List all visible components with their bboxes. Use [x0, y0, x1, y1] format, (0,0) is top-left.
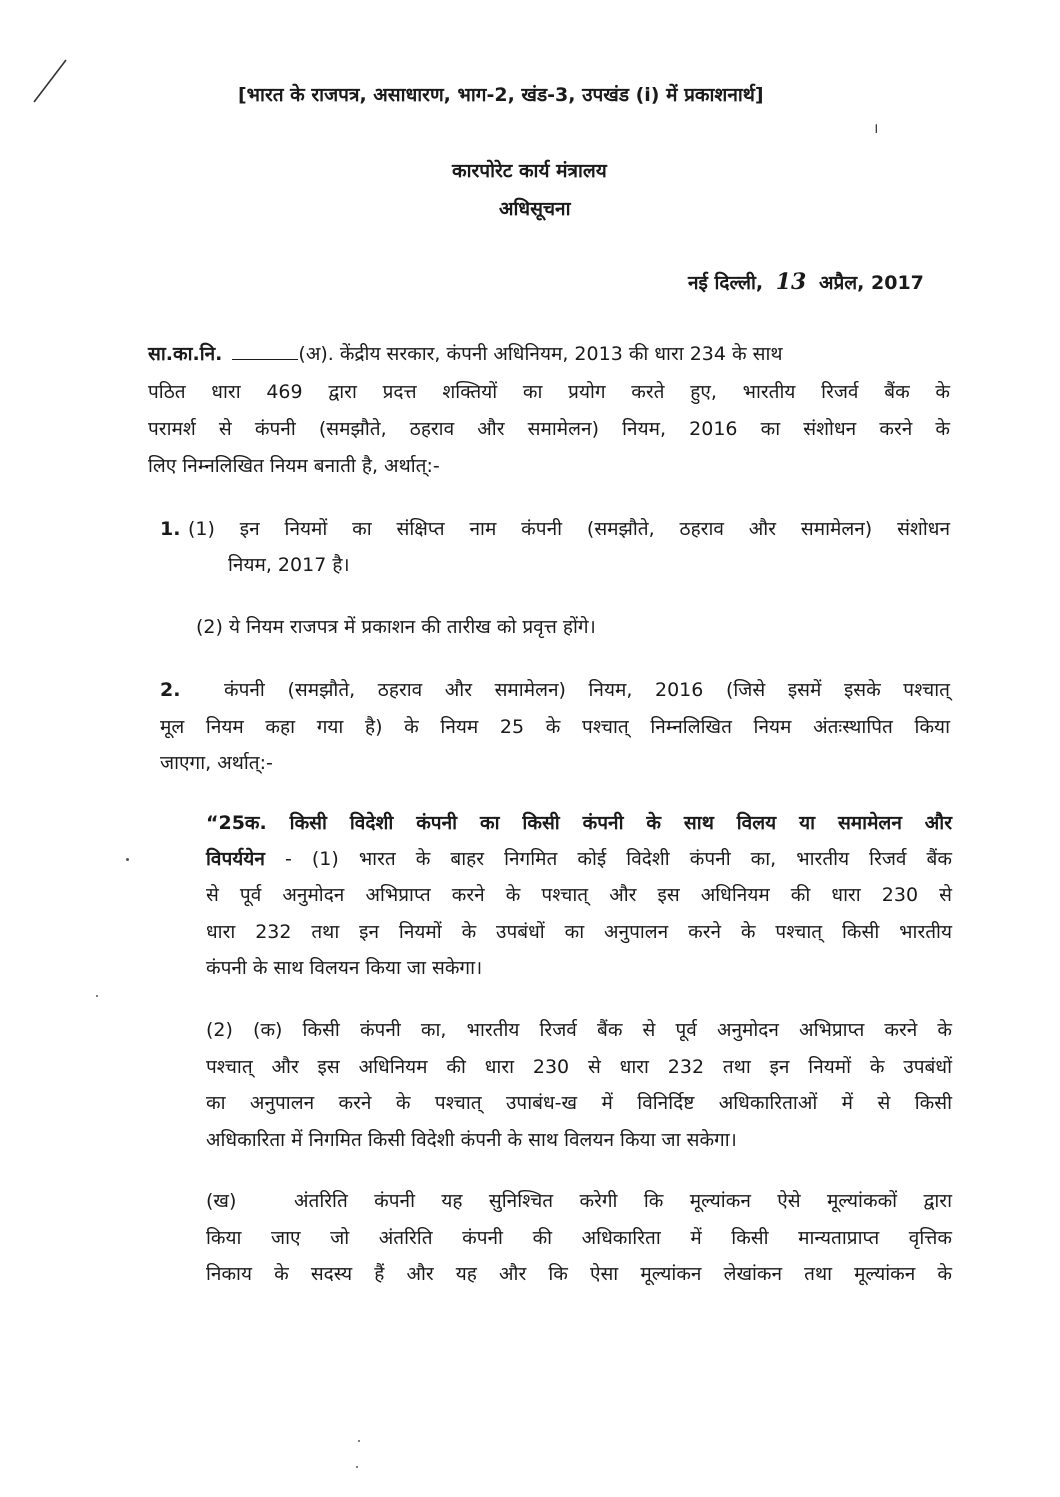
pen-mark-slash: [30, 58, 70, 104]
scan-speck: [96, 995, 98, 997]
rule-2-line3: जाएगा, अर्थात्:-: [160, 752, 273, 774]
scan-speck: [126, 858, 129, 861]
rule-25a-line4: धारा 232 तथा इन नियमों के उपबंधों का अनुपालन करने के पश्चात् किसी भारतीय: [206, 921, 952, 943]
ministry-title: कारपोरेट कार्य मंत्रालय: [452, 160, 607, 182]
rule-25a-sub2-line3: का अनुपालन करने के पश्चात् उपाबंध-ख में विनिर्दिष्ट अधिकारिताओं में से किसी: [206, 1092, 952, 1114]
gsr-number-blank: [232, 359, 298, 360]
date-month-year: अप्रैल, 2017: [818, 272, 924, 294]
rule-25a-sub2-line2: पश्चात् और इस अधिनियम की धारा 230 से धारा 232 तथा इन नियमों के उपबंधों: [206, 1056, 952, 1078]
rule-25a-title-line1: “25क. किसी विदेशी कंपनी का किसी कंपनी के साथ विलय या समामेलन और: [206, 812, 952, 834]
rule-2-line1: कंपनी (समझौते, ठहराव और समामेलन) नियम, 2016 (जिसे इसमें इसके पश्चात्: [224, 679, 950, 701]
date-day-handwritten: 13: [775, 269, 807, 295]
rule-25a-line5: कंपनी के साथ विलयन किया जा सकेगा।: [206, 957, 483, 979]
rule-25a-sub1-start: - (1) भारत के बाहर निगमित कोई विदेशी कंपनी का, भारतीय रिजर्व बैंक: [284, 848, 952, 870]
preamble-line-3: परामर्श से कंपनी (समझौते, ठहराव और समामेलन) नियम, 2016 का संशोधन करने के: [148, 418, 950, 440]
preamble-line-1: [148, 345, 950, 364]
rule-1-number: 1.: [160, 518, 181, 540]
rule-25a-title-line2: [206, 850, 952, 869]
preamble-line-2: पठित धारा 469 द्वारा प्रदत्त शक्तियों का प्रयोग करते हुए, भारतीय रिजर्व बैंक के: [148, 381, 950, 403]
rule-25a-title-reverse: विपर्ययेन: [206, 848, 265, 870]
rule-1-sub1-line2: नियम, 2017 है।: [228, 554, 350, 576]
notification-title: अधिसूचना: [499, 198, 571, 220]
preamble-line-1-text: केंद्रीय सरकार, कंपनी अधिनियम, 2013 की धारा 234 के साथ: [339, 343, 783, 365]
rule-25a-sub2-line1: (2) (क) किसी कंपनी का, भारतीय रिजर्व बैंक से पूर्व अनुमोदन अभिप्राप्त करने के: [206, 1019, 952, 1041]
rule-25a-line3: से पूर्व अनुमोदन अभिप्राप्त करने के पश्चात् और इस अधिनियम की धारा 230 से: [206, 884, 952, 906]
scan-mark: ।: [873, 121, 879, 137]
date-place: नई दिल्ली,: [688, 272, 764, 294]
rule-2-number: 2.: [160, 679, 181, 701]
scan-speck: [356, 1466, 358, 1468]
rule-2-line2: मूल नियम कहा गया है) के नियम 25 के पश्चात् निम्नलिखित नियम अंतःस्थापित किया: [160, 716, 950, 738]
rule-25a-kha-label: (ख): [206, 1190, 237, 1212]
scan-speck: [358, 1440, 360, 1442]
gsr-suffix: (अ).: [298, 343, 334, 365]
rule-25a-kha-line2: किया जाए जो अंतरिति कंपनी की अधिकारिता में किसी मान्यताप्राप्त वृत्तिक: [206, 1227, 952, 1249]
rule-1-sub1-line1: (1) इन नियमों का संक्षिप्त नाम कंपनी (समझौते, ठहराव और समामेलन) संशोधन: [188, 518, 950, 540]
gsr-label: सा.का.नि.: [148, 343, 223, 365]
rule-25a-sub2-line4: अधिकारिता में निगमित किसी विदेशी कंपनी के साथ विलयन किया जा सकेगा।: [206, 1129, 737, 1151]
rule-25a-kha-line1: अंतरिति कंपनी यह सुनिश्चित करेगी कि मूल्यांकन ऐसे मूल्यांककों द्वारा: [294, 1190, 952, 1212]
rule-1-sub2: (2) ये नियम राजपत्र में प्रकाशन की तारीख को प्रवृत्त होंगे।: [196, 616, 596, 638]
notification-date: [688, 271, 924, 293]
gazette-note: [भारत के राजपत्र, असाधारण, भाग-2, खंड-3, उपखंड (i) में प्रकाशनार्थ]: [238, 84, 764, 106]
preamble-line-4: लिए निम्नलिखित नियम बनाती है, अर्थात्:-: [148, 455, 440, 477]
rule-25a-kha-line3: निकाय के सदस्य हैं और यह और कि ऐसा मूल्यांकन लेखांकन तथा मूल्यांकन के: [206, 1263, 952, 1285]
